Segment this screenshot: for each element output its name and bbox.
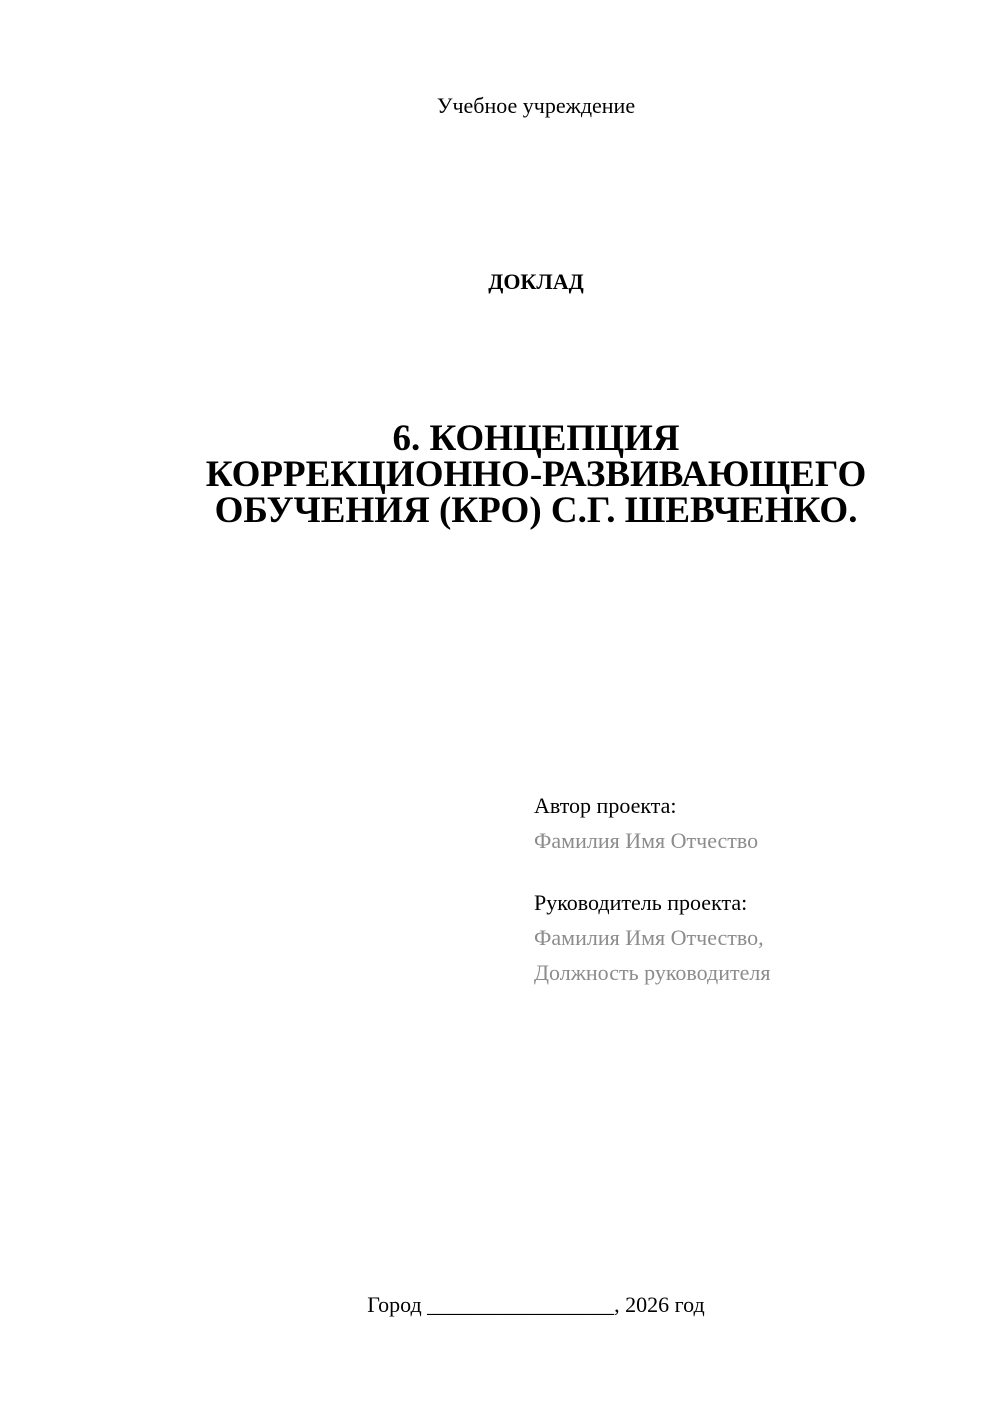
document-title: 6. КОНЦЕПЦИЯ КОРРЕКЦИОННО-РАЗВИВАЮЩЕГО ОБУЧЕНИЯ (КРО) С.Г. ШЕВЧЕНКО. (205, 418, 867, 531)
institution-name: Учебное учреждение (436, 93, 636, 118)
supervisor-label: Руководитель проекта: (534, 890, 748, 915)
credits-block (534, 788, 974, 990)
supervisor-name: Фамилия Имя Отчество, (534, 925, 764, 950)
supervisor-block (534, 885, 974, 990)
document-type: ДОКЛАД (488, 269, 584, 294)
author-block (534, 788, 974, 858)
city-year-line: Город _________________, 2026 год (367, 1292, 705, 1317)
supervisor-position: Должность руководителя (534, 960, 771, 985)
author-label: Автор проекта: (534, 793, 677, 818)
author-name: Фамилия Имя Отчество (534, 828, 759, 853)
